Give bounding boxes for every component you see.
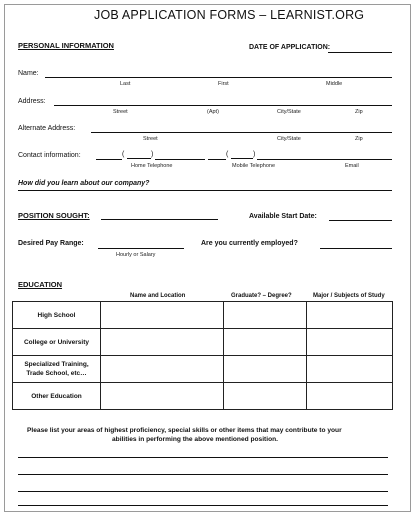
table-cell[interactable] [307, 302, 393, 329]
skills-line-3[interactable] [18, 491, 388, 492]
name-field[interactable] [45, 77, 392, 78]
alt-city-caption: City/State [277, 136, 301, 142]
alt-zip-caption: Zip [355, 136, 363, 142]
table-cell[interactable] [101, 302, 224, 329]
table-cell[interactable] [307, 383, 393, 410]
table-cell[interactable] [224, 356, 307, 383]
employed-field[interactable] [320, 248, 392, 249]
mobile-phone-paren-close: ) [253, 151, 256, 158]
home-phone-prefix-field[interactable] [96, 159, 122, 160]
start-date-label: Available Start Date: [249, 213, 317, 220]
address-street-caption: Street [113, 109, 128, 115]
home-phone-paren-close: ) [151, 151, 154, 158]
start-date-field[interactable] [329, 220, 392, 221]
table-cell[interactable] [224, 329, 307, 356]
address-label: Address: [18, 98, 46, 105]
pay-range-caption: Hourly or Salary [116, 252, 156, 258]
skills-prompt-line2: abilities in performing the above mentioned position. [112, 436, 278, 443]
skills-line-1[interactable] [18, 457, 388, 458]
alt-address-field[interactable] [91, 132, 392, 133]
name-label: Name: [18, 70, 39, 77]
skills-prompt-line1: Please list your areas of highest proficiency, special skills or other items that may contribute to your [27, 427, 342, 434]
table-cell[interactable] [224, 302, 307, 329]
row-label-high-school: High School [13, 302, 101, 329]
home-phone-field[interactable] [155, 159, 205, 160]
date-field[interactable] [328, 52, 392, 53]
email-caption: Email [345, 163, 359, 169]
row-label-college: College or University [13, 329, 101, 356]
name-first-caption: First [218, 81, 229, 87]
col-graduate-degree: Graduate? – Degree? [231, 293, 292, 299]
table-row [13, 329, 393, 356]
row-label-other: Other Education [13, 383, 101, 410]
table-cell[interactable] [101, 329, 224, 356]
col-major-subjects: Major / Subjects of Study [313, 293, 385, 299]
personal-section-heading: PERSONAL INFORMATION [18, 41, 114, 50]
skills-line-4[interactable] [18, 505, 388, 506]
mobile-email-field[interactable] [257, 159, 392, 160]
heard-label: How did you learn about our company? [18, 180, 150, 187]
heard-field[interactable] [18, 190, 392, 191]
address-zip-caption: Zip [355, 109, 363, 115]
date-label: DATE OF APPLICATION: [249, 44, 331, 51]
education-section-heading: EDUCATION [18, 280, 63, 289]
table-cell[interactable] [307, 329, 393, 356]
address-apt-caption: (Apt) [207, 109, 219, 115]
table-row [13, 356, 393, 383]
mobile-phone-prefix-field[interactable] [208, 159, 226, 160]
contact-label: Contact information: [18, 152, 81, 159]
table-cell[interactable] [101, 383, 224, 410]
address-city-caption: City/State [277, 109, 301, 115]
skills-line-2[interactable] [18, 474, 388, 475]
home-phone-caption: Home Telephone [131, 163, 173, 169]
home-area-code-field[interactable] [127, 158, 151, 159]
position-sought-label: POSITION SOUGHT: [18, 211, 90, 220]
mobile-phone-caption: Mobile Telephone [232, 163, 276, 169]
name-middle-caption: Middle [326, 81, 343, 87]
table-cell[interactable] [224, 383, 307, 410]
col-name-location: Name and Location [130, 293, 186, 299]
mobile-phone-area-code: ( [226, 151, 229, 158]
home-phone-area-code: ( [122, 151, 125, 158]
pay-range-label: Desired Pay Range: [18, 240, 84, 247]
table-row [13, 302, 393, 329]
pay-range-field[interactable] [98, 248, 184, 249]
table-row [13, 383, 393, 410]
table-cell[interactable] [307, 356, 393, 383]
row-label-specialized: Specialized Training, Trade School, etc… [13, 356, 101, 383]
table-cell[interactable] [101, 356, 224, 383]
employed-label: Are you currently employed? [201, 240, 298, 247]
address-field[interactable] [54, 105, 392, 106]
mobile-area-code-field[interactable] [231, 158, 253, 159]
name-last-caption: Last [120, 81, 131, 87]
alt-address-label: Alternate Address: [18, 125, 76, 132]
position-field[interactable] [101, 219, 218, 220]
education-table [12, 301, 393, 410]
form-title: JOB APPLICATION FORMS – LEARNIST.ORG [94, 8, 365, 22]
alt-street-caption: Street [143, 136, 158, 142]
